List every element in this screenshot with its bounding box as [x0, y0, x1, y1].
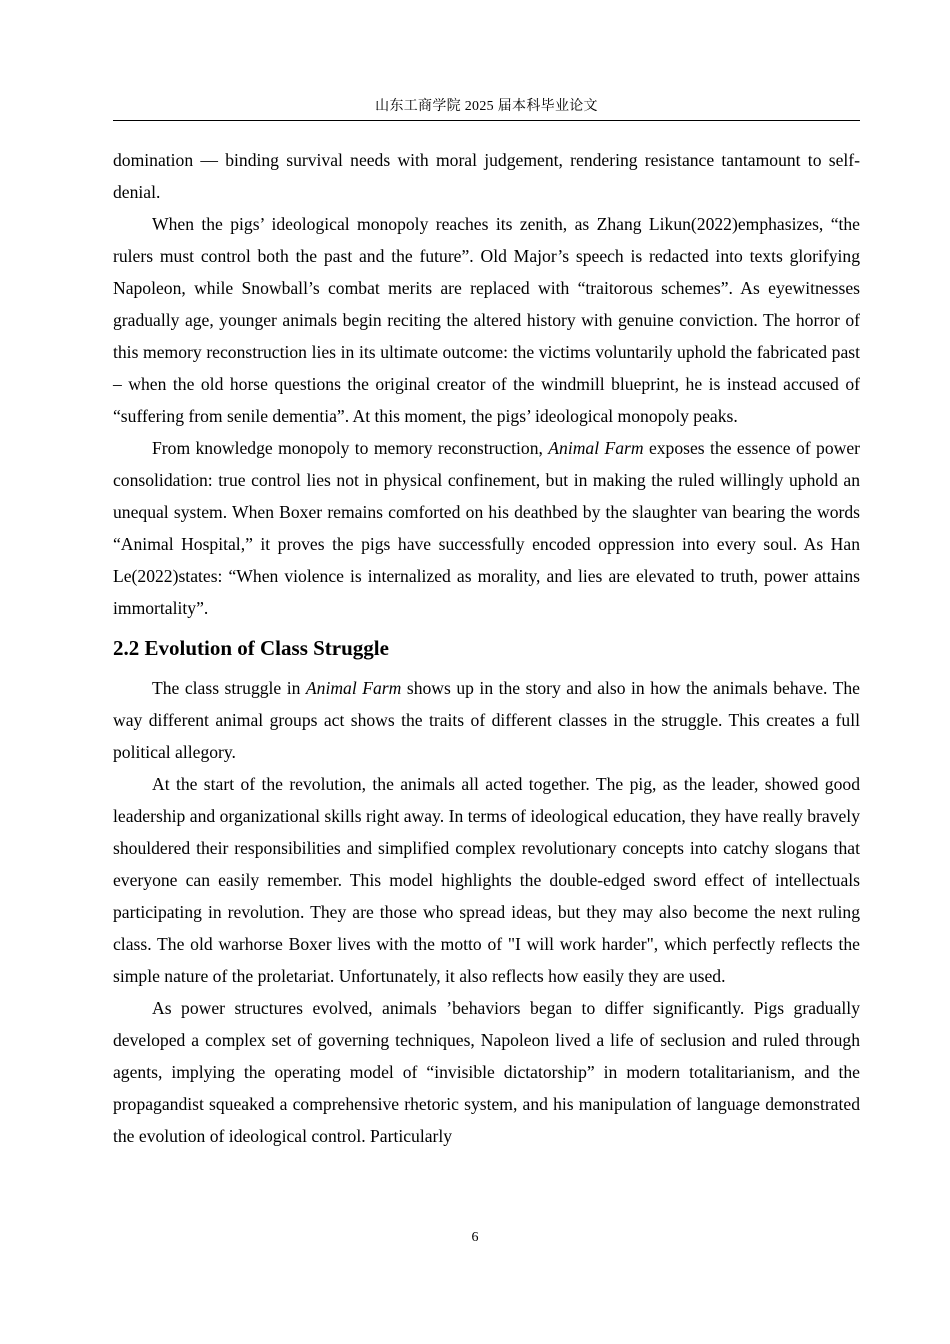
paragraph-power-structures: As power structures evolved, animals ’behaviors began to differ significantly. Pigs gradually developed a complex set of governing techniques, Napoleon lived a life of seclusion and ruled through agents, implying the operating model of “invisible dictatorship” in modern totalitarianism, and the propagandist squeaked a comprehensive rhetoric system, and his manipulation of language demonstrated the evolution of ideological control. Particularly: [113, 998, 860, 1146]
paragraph-memory-reconstruction: When the pigs’ ideological monopoly reaches its zenith, as Zhang Likun(2022)emphasizes, “the rulers must control both the past and the future”. Old Major’s speech is redacted into texts glorifying Napoleon, while Snowball’s combat merits are replaced with “traitorous schemes”. As eyewitnesses gradually age, younger animals begin reciting the altered history with genuine conviction. The horror of this memory reconstruction lies in its ultimate outcome: the victims voluntarily uphold the fabricated past – when the old horse questions the original creator of the windmill blueprint, he is instead accused of “suffering from senile dementia”. At this moment, the pigs’ ideological monopoly peaks.: [113, 214, 860, 426]
paragraph-revolution-start: At the start of the revolution, the animals all acted together. The pig, as the leader, showed good leadership and organizational skills right away. In terms of ideological education, they have really bravely shouldered their responsibilities and simplified complex revolutionary concepts into catchy slogans that everyone can easily remember. This model highlights the double-edged sword effect of intellectuals participating in revolution. They are those who spread ideas, but they may also become the next ruling class. The old warhorse Boxer lives with the motto of "I will work harder", which perfectly reflects the simple nature of the proletariat. Unfortunately, it also reflects how easily they are used.: [113, 774, 860, 986]
paragraph-continued: domination — binding survival needs with moral judgement, rendering resistance tantamount to self-denial.: [113, 150, 860, 202]
paragraph-text-start: The class struggle in: [152, 678, 306, 698]
paragraph-class-struggle-intro: [113, 672, 860, 768]
book-title: Animal Farm: [548, 438, 644, 458]
paragraph-power-consolidation: [113, 432, 860, 624]
header-divider: [113, 120, 860, 121]
paragraph-text-start: From knowledge monopoly to memory reconstruction,: [152, 438, 549, 458]
paragraph-text-end: shows up in the story and also in how the animals behave. The way different animal groups act shows the traits of different classes in the struggle. This creates a full political allegory.: [113, 678, 860, 762]
book-title: Animal Farm: [305, 678, 402, 698]
paragraph-text-end: exposes the essence of power consolidation: true control lies not in physical confinement, but in making the ruled willingly uphold an unequal system. When Boxer remains comforted on his deathbed by the slaughter van bearing the words “Animal Hospital,” it proves the pigs have successfully encoded oppression into every soul. As Han Le(2022)states: “When violence is internalized as morality, and lies are elevated to truth, power attains immortality”.: [113, 438, 860, 618]
body-text: [113, 144, 860, 1152]
page-number: 6: [471, 1230, 479, 1245]
section-heading: 2.2 Evolution of Class Struggle: [113, 636, 389, 660]
running-header: 山东工商学院 2025 届本科毕业论文: [375, 99, 598, 114]
